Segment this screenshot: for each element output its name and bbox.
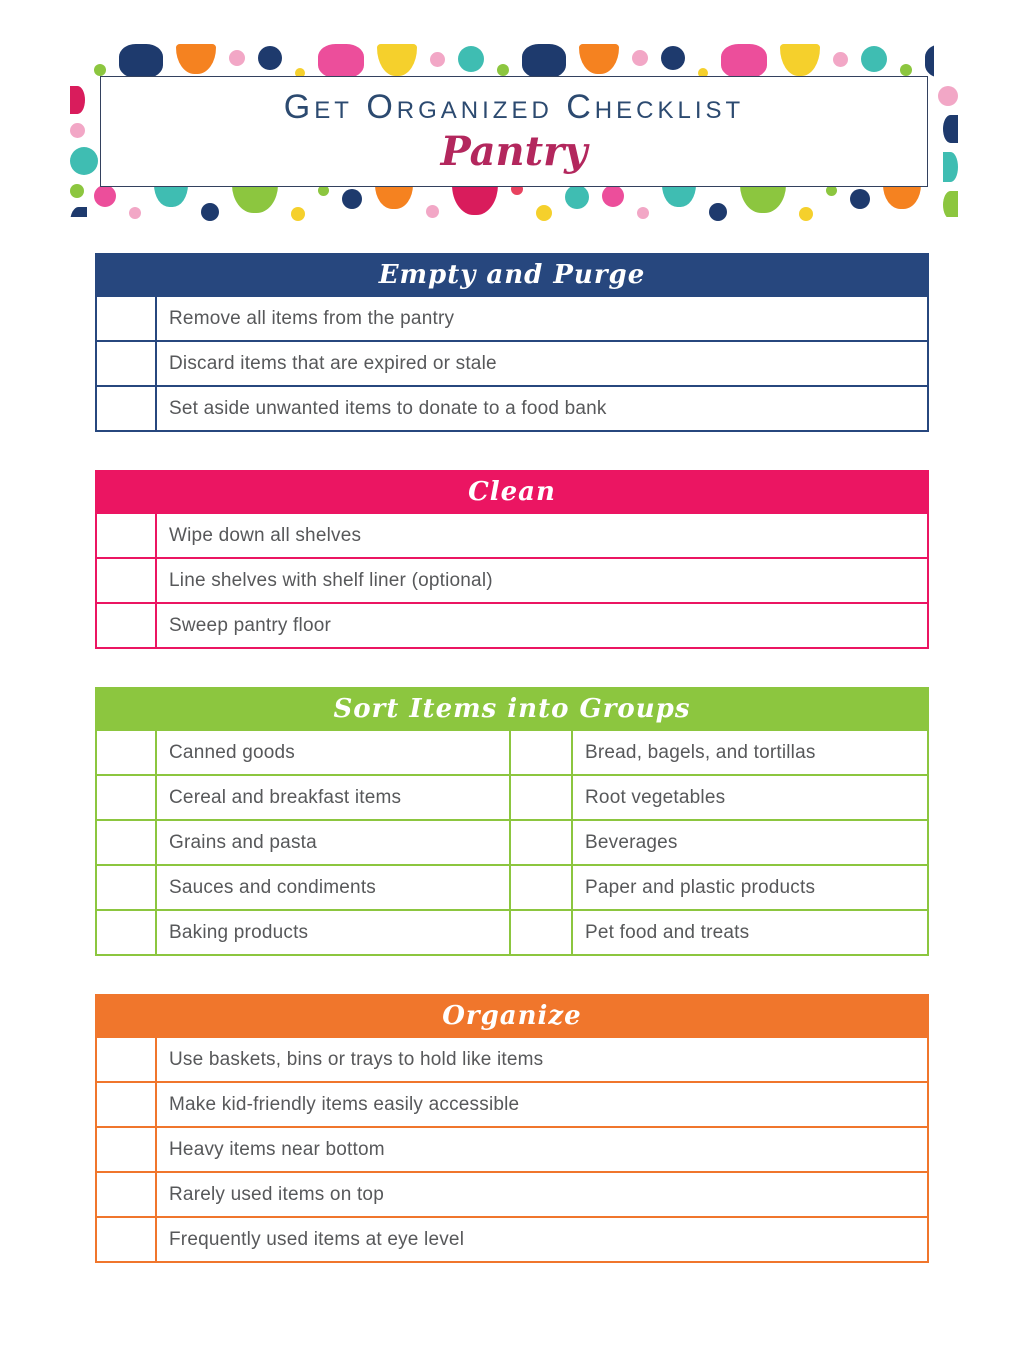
checkbox-cell[interactable]	[97, 911, 157, 954]
polka-dot	[426, 205, 439, 218]
task-label: Line shelves with shelf liner (optional)	[169, 569, 493, 591]
polka-dot	[565, 185, 589, 209]
polka-dot-border-right	[928, 86, 958, 217]
checkbox-cell[interactable]	[97, 514, 157, 557]
checkbox-cell[interactable]	[97, 297, 157, 340]
section-title: Empty and Purge	[97, 255, 927, 295]
polka-dot	[799, 207, 813, 221]
polka-dot	[70, 184, 84, 198]
task-label: Remove all items from the pantry	[169, 307, 455, 329]
polka-dot	[780, 44, 820, 76]
polka-dot	[70, 207, 87, 217]
polka-dot	[497, 64, 509, 76]
checkbox-cell[interactable]	[97, 731, 157, 774]
table-row	[97, 729, 927, 774]
task-label: Baking products	[169, 921, 309, 943]
table-row	[97, 340, 927, 385]
polka-dot	[579, 44, 619, 74]
table-row	[97, 602, 927, 647]
page-title: Get Organized Checklist	[283, 87, 745, 126]
checkbox-cell[interactable]	[97, 866, 157, 909]
polka-dot	[861, 46, 887, 72]
section-title: Sort Items into Groups	[97, 689, 927, 729]
task-label: Cereal and breakfast items	[169, 786, 402, 808]
task-label: Root vegetables	[585, 786, 726, 808]
task-label: Rarely used items on top	[169, 1183, 384, 1205]
polka-dot	[201, 203, 219, 221]
table-row	[97, 295, 927, 340]
header-banner	[70, 40, 958, 225]
polka-dot	[318, 44, 364, 78]
table-row	[97, 909, 927, 954]
table-row	[97, 864, 927, 909]
checkbox-cell[interactable]	[509, 776, 573, 819]
table-row	[97, 557, 927, 602]
table-row	[97, 1036, 927, 1081]
table-row	[97, 385, 927, 430]
task-label: Set aside unwanted items to donate to a food bank	[169, 397, 607, 419]
checkbox-cell[interactable]	[97, 1083, 157, 1126]
polka-dot	[458, 46, 484, 72]
table-row	[97, 819, 927, 864]
polka-dot	[938, 86, 958, 106]
task-label: Heavy items near bottom	[169, 1138, 385, 1160]
polka-dot	[661, 46, 685, 70]
checkbox-cell[interactable]	[509, 821, 573, 864]
table-row	[97, 1216, 927, 1261]
polka-dot	[70, 147, 98, 175]
page-subtitle: Pantry	[440, 128, 588, 176]
section-sort-items-into-groups	[95, 687, 929, 956]
task-label: Sweep pantry floor	[169, 614, 332, 636]
checkbox-cell[interactable]	[97, 342, 157, 385]
polka-dot	[943, 115, 958, 143]
task-label: Frequently used items at eye level	[169, 1228, 465, 1250]
polka-dot	[70, 86, 85, 114]
section-clean	[95, 470, 929, 649]
polka-dot	[833, 52, 848, 67]
checkbox-cell[interactable]	[97, 821, 157, 864]
checkbox-cell[interactable]	[97, 1218, 157, 1261]
polka-dot-border-left	[70, 86, 100, 217]
polka-dot	[176, 44, 216, 74]
polka-dot	[291, 207, 305, 221]
polka-dot	[536, 205, 552, 221]
polka-dot	[522, 44, 566, 78]
checkbox-cell[interactable]	[509, 911, 573, 954]
table-row	[97, 1126, 927, 1171]
checkbox-cell[interactable]	[509, 866, 573, 909]
checkbox-cell[interactable]	[97, 1173, 157, 1216]
polka-dot	[709, 203, 727, 221]
task-label: Grains and pasta	[169, 831, 317, 853]
polka-dot	[129, 207, 141, 219]
table-row	[97, 1171, 927, 1216]
table-row	[97, 774, 927, 819]
polka-dot	[119, 44, 163, 78]
polka-dot	[943, 152, 958, 182]
task-label: Use baskets, bins or trays to hold like items	[169, 1048, 544, 1070]
table-row	[97, 512, 927, 557]
task-label: Pet food and treats	[585, 921, 750, 943]
polka-dot	[430, 52, 445, 67]
polka-dot	[850, 189, 870, 209]
section-empty-and-purge	[95, 253, 929, 432]
polka-dot	[632, 50, 648, 66]
checkbox-cell[interactable]	[509, 731, 573, 774]
task-label: Paper and plastic products	[585, 876, 816, 898]
polka-dot	[229, 50, 245, 66]
checkbox-cell[interactable]	[97, 559, 157, 602]
polka-dot	[925, 44, 934, 78]
task-label: Bread, bagels, and tortillas	[585, 741, 816, 763]
polka-dot	[900, 64, 912, 76]
checkbox-cell[interactable]	[97, 387, 157, 430]
polka-dot	[342, 189, 362, 209]
task-label: Make kid-friendly items easily accessible	[169, 1093, 520, 1115]
section-title: Organize	[97, 996, 927, 1036]
polka-dot	[602, 185, 624, 207]
polka-dot	[70, 123, 85, 138]
polka-dot	[721, 44, 767, 78]
task-label: Canned goods	[169, 741, 296, 763]
polka-dot	[377, 44, 417, 76]
banner-panel	[100, 76, 928, 187]
polka-dot	[637, 207, 649, 219]
polka-dot	[258, 46, 282, 70]
task-label: Discard items that are expired or stale	[169, 352, 497, 374]
section-organize	[95, 994, 929, 1263]
task-label: Beverages	[585, 831, 678, 853]
checkbox-cell[interactable]	[97, 1038, 157, 1081]
polka-dot	[94, 64, 106, 76]
checkbox-cell[interactable]	[97, 776, 157, 819]
checkbox-cell[interactable]	[97, 1128, 157, 1171]
polka-dot	[943, 191, 958, 217]
task-label: Sauces and condiments	[169, 876, 376, 898]
checkbox-cell[interactable]	[97, 604, 157, 647]
section-title: Clean	[97, 472, 927, 512]
task-label: Wipe down all shelves	[169, 524, 362, 546]
table-row	[97, 1081, 927, 1126]
